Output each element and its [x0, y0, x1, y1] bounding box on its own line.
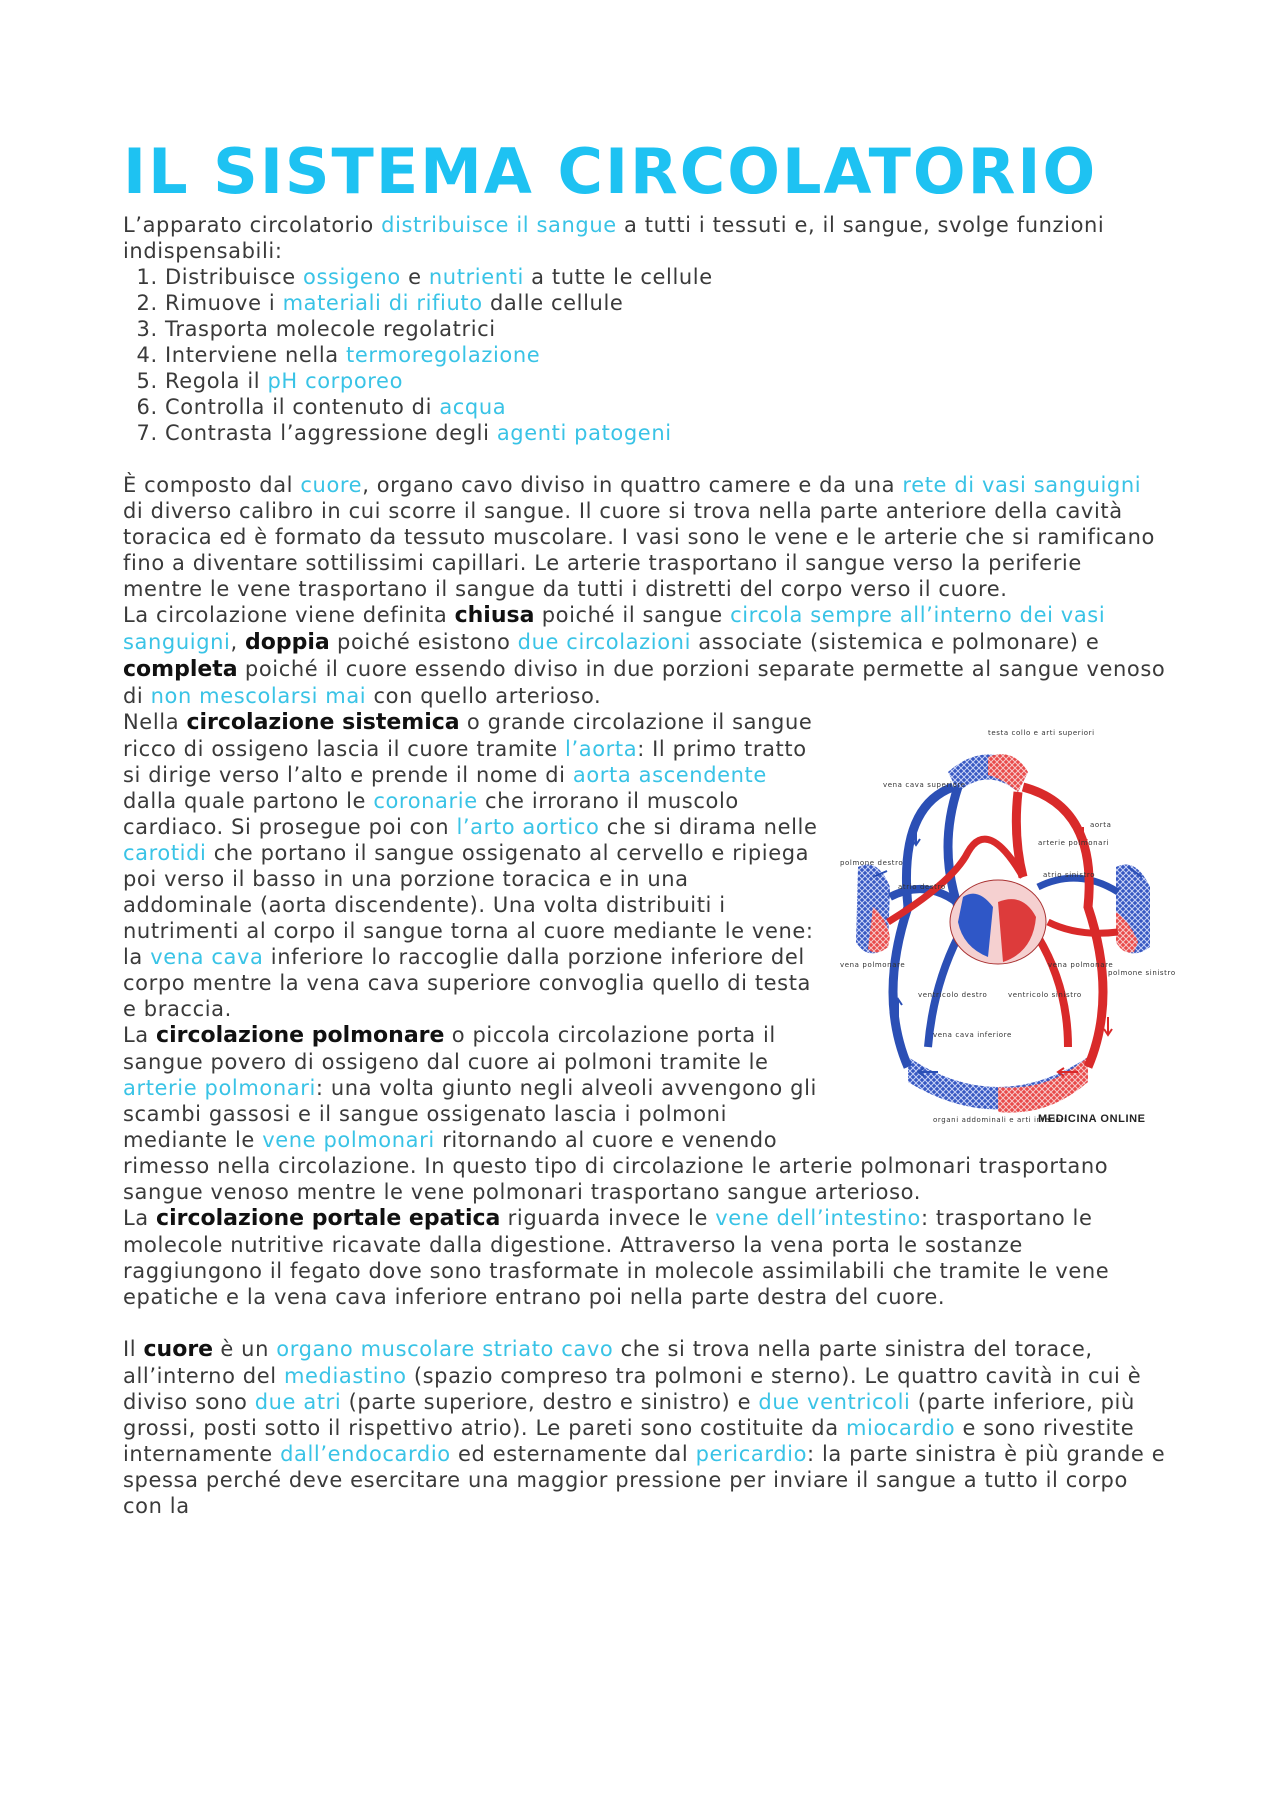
text-run: che si dirama nelle	[599, 815, 818, 839]
text-run: È composto dal	[123, 473, 301, 497]
text-run: La	[123, 1023, 157, 1047]
text-run: Trasporta molecole regolatrici	[165, 317, 496, 341]
text-run: e	[400, 265, 429, 289]
label-left-lung: polmone sinistro	[1108, 969, 1176, 977]
paragraph-composition	[123, 472, 1168, 602]
brand-label: MEDICINA ONLINE	[1038, 1113, 1146, 1125]
bold-term: completa	[123, 657, 238, 682]
text-run: La circolazione viene definita	[123, 603, 455, 627]
highlight-text: circola sempre all’interno dei vasi sanguigni	[123, 603, 1106, 654]
highlight-text: rete di vasi sanguigni	[902, 473, 1142, 497]
text-run: che si trova nella parte sinistra del torace, all’interno del	[123, 1337, 1093, 1388]
highlight-text: pH corporeo	[267, 369, 404, 393]
text-run: è un	[213, 1337, 277, 1361]
highlight-text: acqua	[439, 395, 507, 419]
highlight-text: arterie polmonari	[123, 1076, 316, 1100]
label-left-ventricle: ventricolo sinistro	[1008, 991, 1082, 999]
text-run: o piccola circolazione porta il sangue povero di ossigeno dal cuore ai polmoni tramite le	[123, 1023, 776, 1074]
label-left-atrium: atrio sinistro	[1043, 871, 1096, 879]
highlight-text: due circolazioni	[517, 630, 692, 654]
functions-list	[123, 264, 1168, 446]
spacer	[123, 1310, 1168, 1336]
label-right-lung: polmone destro	[840, 859, 904, 867]
highlight-text: agenti patogeni	[496, 421, 672, 445]
highlight-text: due atri	[254, 1390, 342, 1414]
text-run: e sono rivestite internamente	[123, 1416, 1135, 1466]
bold-term: circolazione portale epatica	[156, 1206, 501, 1231]
intro-paragraph	[123, 212, 1168, 264]
page-title: IL SISTEMA CIRCOLATORIO	[123, 135, 1098, 208]
text-run: a tutti i tessuti e, il sangue, svolge funzioni indispensabili:	[123, 213, 1105, 263]
text-run: ,	[230, 630, 246, 654]
text-run: La	[123, 1206, 157, 1230]
text-run: a tutte le cellule	[523, 265, 713, 289]
text-run: o grande circolazione il sangue ricco di ossigeno lascia il cuore tramite	[123, 710, 813, 761]
document-page	[123, 0, 1176, 1519]
highlight-text: termoregolazione	[346, 343, 541, 367]
highlight-text: non mescolarsi mai	[150, 684, 367, 708]
text-run: Controlla il contenuto di	[165, 395, 440, 419]
list-item	[165, 264, 1168, 290]
paragraph-heart	[123, 1336, 1168, 1519]
text-run: inferiore lo raccoglie dalla porzione inferiore del corpo mentre la vena cava superiore convoglia quello di testa e braccia.	[123, 945, 812, 1021]
highlight-text: carotidi	[123, 841, 207, 865]
list-item	[165, 420, 1168, 446]
highlight-text: pericardio	[695, 1442, 808, 1466]
label-aorta: aorta	[1090, 821, 1112, 829]
text-run: : Il primo tratto si dirige verso l’alto e prende il nome di	[123, 737, 807, 787]
highlight-text: due ventricoli	[758, 1390, 911, 1414]
highlight-text: l’aorta	[565, 737, 638, 761]
highlight-text: miocardio	[845, 1416, 956, 1440]
text-run: che portano il sangue ossigenato al cervello e ripiega poi verso il basso in una porzione toracica e in una addominale (aorta discendente). Una volta distribuiti i nutrimenti al corpo il sangue torna al cuore mediante le vene: la	[123, 841, 814, 969]
label-vci: vena cava inferiore	[933, 1031, 1012, 1039]
label-pulm-vein-right: vena polmonare	[1048, 961, 1114, 969]
highlight-text: vena cava	[150, 945, 264, 969]
highlight-text: l’arto aortico	[456, 815, 600, 839]
bold-term: doppia	[245, 630, 330, 655]
text-run: (parte inferiore, più grossi, posti sotto il rispettivo atrio). Le pareti sono costituite da	[123, 1390, 1135, 1440]
text-run: (parte superiore, destro e sinistro) e	[341, 1390, 759, 1414]
text-run: con quello arterioso.	[366, 684, 602, 708]
label-right-ventricle: ventricolo destro	[918, 991, 988, 999]
label-vcs: vena cava superiore	[883, 781, 966, 789]
text-run: dalle cellule	[482, 291, 624, 315]
highlight-text: organo muscolare striato cavo	[276, 1337, 614, 1361]
text-run: poiché esistono	[329, 630, 518, 654]
list-item	[165, 290, 1168, 316]
list-item	[165, 368, 1168, 394]
highlight-text: vene polmonari	[262, 1128, 435, 1152]
list-item	[165, 394, 1168, 420]
highlight-text: mediastino	[283, 1364, 407, 1388]
highlight-text: coronarie	[373, 789, 478, 813]
bold-term: circolazione sistemica	[186, 710, 460, 735]
paragraph-circulation-type	[123, 602, 1168, 709]
highlight-text: cuore	[300, 473, 363, 497]
label-right-atrium: atrio destro	[898, 883, 946, 891]
text-run: Regola il	[165, 369, 268, 393]
spacer	[123, 446, 1168, 472]
circulation-diagram	[838, 717, 1176, 1127]
text-run: L’apparato circolatorio	[123, 213, 382, 237]
text-run: : una volta giunto negli alveoli avvengono gli scambi gassosi e il sangue ossigenato lascia i polmoni mediante le	[123, 1076, 817, 1152]
highlight-text: distribuisce il sangue	[381, 213, 617, 237]
text-run: poiché il cuore essendo diviso in due porzioni separate permette al sangue venoso di	[123, 657, 1166, 708]
list-item	[165, 316, 1168, 342]
text-run: che irrorano il muscolo cardiaco. Si prosegue poi con	[123, 789, 739, 839]
text-run: ed esternamente dal	[450, 1442, 696, 1466]
text-run: , organo cavo diviso in quattro camere e da una	[362, 473, 903, 497]
text-run: : la parte sinistra è più grande e spessa perché deve esercitare una maggior pressione per inviare il sangue a tutto il corpo con la	[123, 1442, 1166, 1518]
highlight-text: materiali di rifiuto	[282, 291, 483, 315]
text-run: Contrasta l’aggressione degli	[165, 421, 497, 445]
text-run: riguarda invece le	[500, 1206, 716, 1230]
text-run: dalla quale partono le	[123, 789, 374, 813]
highlight-text: aorta ascendente	[572, 763, 767, 787]
text-run: Distribuisce	[165, 265, 304, 289]
text-run: (spazio compreso tra polmoni e sterno). Le quattro cavità in cui è diviso sono	[123, 1364, 1142, 1414]
text-run: Rimuove i	[165, 291, 283, 315]
highlight-text: nutrienti	[428, 265, 524, 289]
text-run: Nella	[123, 710, 187, 734]
text-run: ritornando al cuore e venendo rimesso nella circolazione. In questo tipo di circolazione le arterie polmonari trasportano sangue venoso mentre le vene polmonari trasportano sangue arterioso.	[123, 1128, 1109, 1204]
circulation-diagram-svg	[838, 717, 1176, 1127]
highlight-text: ossigeno	[303, 265, 401, 289]
bold-term: circolazione polmonare	[156, 1023, 445, 1048]
label-abdominal-organs: organi addominali e arti inferiori	[933, 1116, 1067, 1124]
label-head: testa collo e arti superiori	[988, 729, 1095, 737]
list-item	[165, 342, 1168, 368]
vein-loop	[893, 787, 953, 1067]
label-pulm-arteries: arterie polmonari	[1038, 839, 1110, 847]
text-run: Interviene nella	[165, 343, 347, 367]
label-pulm-vein-left: vena polmonare	[840, 961, 906, 969]
highlight-text: dall’endocardio	[280, 1442, 451, 1466]
text-run: : trasportano le molecole nutritive ricavate dalla digestione. Attraverso la vena porta le sostanze raggiungono il fegato dove sono trasformate in molecole assimilabili che tramite le vene epatiche e la vena cava inferiore entrano poi nella parte destra del cuore.	[123, 1206, 1110, 1309]
text-run: poiché il sangue	[534, 603, 731, 627]
highlight-text: vene dell’intestino	[715, 1206, 921, 1230]
bold-term: cuore	[143, 1337, 214, 1362]
text-run: Il	[123, 1337, 144, 1361]
bold-term: chiusa	[454, 603, 535, 628]
text-run: associate (sistemica e polmonare) e	[691, 630, 1100, 654]
text-run: di diverso calibro in cui scorre il sangue. Il cuore si trova nella parte anteriore della cavità toracica ed è formato da tessuto muscolare. I vasi sono le vene e le arterie che si ramificano fino a diventare sottilissimi capillari. Le arterie trasportano il sangue verso la periferie mentre le vene trasportano il sangue da tutti i distretti del corpo verso il cuore.	[123, 499, 1155, 601]
paragraph-portal	[123, 1205, 1168, 1310]
